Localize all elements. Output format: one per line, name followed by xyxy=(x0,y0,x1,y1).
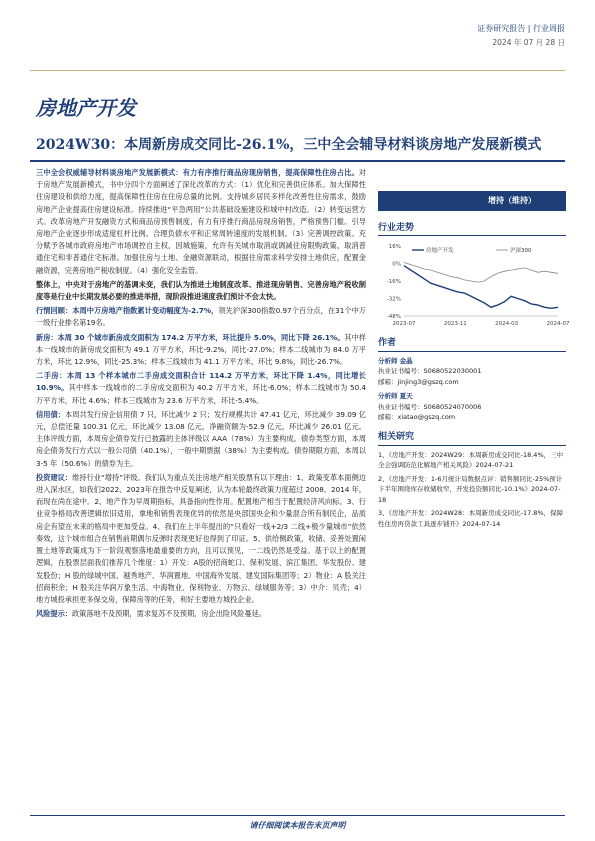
credit-label: 信用债： xyxy=(36,409,65,419)
report-type: 证券研究报告 | 行业周报 xyxy=(477,24,565,33)
footer-divider xyxy=(30,815,565,816)
newhouse-text: 其中样本一线城市的新房成交面积为 49.1 万平方米，环比-9.2%，同比-27.0%；样本二线城市为 84.0 万平方米，环比 12.9%，同比-25.3%；样本三线城市为 41.1 万平方米，环比 9.8%，同比-26.7%。 xyxy=(36,332,366,367)
author-email[interactable]: xiatao@gszq.com xyxy=(397,413,456,421)
cert-label: 执业证书编号： xyxy=(378,367,424,375)
legend-label: 沪深300 xyxy=(510,248,532,254)
series-line-0 xyxy=(404,266,558,309)
paragraph-summary xyxy=(36,279,366,303)
author-role: 分析师 xyxy=(378,356,398,365)
risk-text: 政策落地不及预期，需求复苏不及预期，房企出险风险蔓延。 xyxy=(71,609,267,619)
paragraph-credit xyxy=(36,409,366,470)
x-tick-label: 2024-07 xyxy=(546,321,570,327)
y-tick-label: 16% xyxy=(388,244,401,250)
paragraph-advice xyxy=(36,472,366,606)
related-item[interactable]: 1、《房地产开发：2024W29：本周新房成交同比-18.4%，三中全会强调防范化解地产相关风险》2024-07-21 xyxy=(378,450,564,469)
report-date: 2024 年 07 月 28 日 xyxy=(492,38,565,47)
author-role: 分析师 xyxy=(378,392,398,400)
email-label: 邮箱： xyxy=(378,413,398,421)
y-tick-label: -48% xyxy=(386,314,401,320)
related-section xyxy=(378,432,566,532)
y-tick-label: 0% xyxy=(392,261,401,268)
trend-section xyxy=(378,220,566,236)
author-2 xyxy=(378,391,566,423)
report-header xyxy=(477,22,565,50)
related-item[interactable]: 3、《房地产开发：2024W28：本周新房成交同比-17.8%，保障性住房再贷款工具逐步铺开》2024-07-14 xyxy=(378,509,564,528)
y-tick-label: -16% xyxy=(386,279,401,285)
risk-label: 风险提示： xyxy=(36,609,72,619)
email-label: 邮箱： xyxy=(378,377,398,386)
advice-label: 投资建议： xyxy=(36,472,73,482)
secondhand-label: 二手房： xyxy=(36,371,67,381)
footer-note: 请仔细阅读本报告末页声明 xyxy=(249,821,346,830)
policy-headline: 三中全会权威辅导材料谈房地产发展新模式：有力有序推行商品房现房销售，提高保障性住房占比。 xyxy=(36,168,359,177)
paragraph-market xyxy=(36,305,366,329)
secondhand-text: 其中样本一线城市的二手房成交面积为 40.2 万平方米，环比-6.0%；样本二线城市为 50.4 万平方米，环比 4.6%；样本三线城市为 23.6 万平方米，环比-5.4%。 xyxy=(36,383,367,405)
policy-text: 对于房地产发展新模式，书中分四个方面阐述了深化改革的方式：（1）优化和完善供应体系。加大保障性住房建设和供给力度，提高保障性住房在住房总量的比例。支持城乡居民多样化改善性住房需求，鼓励房地产企业提高住房建设标准。持续推进“平急两用”公共基础设施建设和城中村改造。（2）转变运营方式。改革房地产开发融资方式和商品房预售制度，有力有序推行商品房现房销售，严格预售门槛。引导房地产企业逐步形成适度杠杆比例、合理负债水平和正常周转速度的发展机制。（3）完善调控政策。充分赋予各城市政府房地产市场调控自主权，因城施策，允许有关城市取消或调减住房限购政策、取消普通住宅和非普通住宅标准。加强住房与土地、金融资源联动，根据住房需求科学安排土地供应，配置金融资源，完善房地产税收制度。（4）强化安全监管。 xyxy=(36,168,366,275)
paragraph-policy xyxy=(36,167,366,277)
author-cert: S0680522030001 xyxy=(423,367,482,375)
newhouse-headline: 本周 30 个城市新房成交面积为 174.2 万平方米，环比提升 5.0%，同比下降 26.1%。 xyxy=(57,332,345,342)
paragraph-newhouse xyxy=(36,332,366,369)
cert-label: 执业证书编号： xyxy=(378,402,424,411)
credit-text: 本周共发行房企信用债 7 只，环比减少 2 只；发行规模共计 47.41 亿元，环比减少 39.09 亿元，总偿还量 100.31 亿元，环比减少 13.08 亿元，净融资额为-52.9 亿元，环比减少 26.01 亿元。主体评级方面，本周房企债券发行已披露的主体评级以 AAA（78%）为主要构成。债券类型方面，本周房企债务发行方式以一般公司债（40.1%），一般中期票据（38%）为主要构成。债券期限方面，本周以 3-5 年（50.6%）的债券为主。 xyxy=(36,409,366,468)
secondhand-headline: 本周 13 个样本城市二手房成交面积合计 114.2 万平方米，环比下降 1.4%，同比增长 10.9%。 xyxy=(36,371,366,393)
trend-chart xyxy=(378,240,570,332)
x-tick-label: 2023-11 xyxy=(443,321,467,327)
author-name: 夏天 xyxy=(399,392,413,400)
advice-text: 维持行业“增持”评级。我们认为重点关注房地产相关股票有以下理由：1、政策变革本面侧边进入深水区，如我们2022、2023年在报告中反复阐述，认为本轮最终政策力度超过 2008、2014 年，而现在尚在途中。2、地产作为早周期指标，具备指向性作用。配置地产相当于配置经济风向标。3、行业竞争格局改善逻辑依旧适用，拿地和销售表现优异的依然是央部国央企和少量混合所有制民企，品质房企有望在未来的格局中更加受益。4、我们在上半年提出的“只看好一线+2/3 二线+极少量城市”依然奏效，这个城市组合在销售前期偶尔反弹时表现更好也得到了印证。5、供给侧政策，收储、妥善处置闲置土地等政策成为下一阶段观察落地最重要的方向，且可以预见，一二线仍然是受益。基于以上的配置逻辑，在股票层面我们推荐几个维度：1）开发：A股的招商蛇口、保利发展、滨江集团、华发股份、建发股份；H 股的绿城中国、越秀地产、华润置地、中国海外发展、建发国际集团等；2）物业：A 股关注招商积余；H 股关注华润万象生活、中海物业、保利物业、万物云、绿城服务等；3）中介：贝壳；4）地方城投承担更多保交房，保障房等的任务，利好主要地方城投企业。 xyxy=(36,472,366,604)
newhouse-label: 新房： xyxy=(36,332,58,342)
author-1 xyxy=(378,356,566,388)
x-tick-label: 2024-03 xyxy=(495,321,519,327)
summary-text: 整体上，中央对于房地产的基调未变，我们认为推进土地制度改革、推进现房销售、完善房地产税收制度等是行业中长期发展必要的推进举措，现阶段推进速度我们预计不会太快。 xyxy=(36,279,366,302)
header-divider xyxy=(30,70,565,71)
authors-section xyxy=(378,338,566,423)
legend-label: 房地产开发 xyxy=(426,248,454,254)
main-body xyxy=(36,167,366,622)
related-title: 相关研究 xyxy=(378,432,566,446)
author-cert: S0680524070006 xyxy=(423,402,482,411)
paragraph-secondhand xyxy=(36,370,366,407)
trend-title: 行业走势 xyxy=(378,220,566,236)
market-text: 领先沪深300指数0.97个百分点，在31个中万一级行业排名第19名。 xyxy=(36,306,366,328)
authors-title: 作者 xyxy=(378,338,566,352)
author-email[interactable]: jinjing3@gszq.com xyxy=(397,377,459,386)
related-item[interactable]: 2、《房地产开发：1-6月统计局数据点评：销售额同比-25%预计下半年围绕库存收储收窄，开发投资额同比-10.1%》2024-07-18 xyxy=(378,474,563,504)
paragraph-risk xyxy=(36,608,366,620)
market-label: 行情回顾： xyxy=(36,306,73,316)
report-title: 2024W30：本周新房成交同比-26.1%，三中全会辅导材料谈房地产发展新模式 xyxy=(36,137,542,153)
rating-badge: 增持（维持） xyxy=(378,191,566,211)
industry-name: 房地产开发 xyxy=(36,96,136,120)
x-tick-label: 2023-07 xyxy=(392,321,416,327)
series-line-1 xyxy=(404,262,558,282)
market-headline: 本周中万房地产指数累计变动幅度为-2.7%， xyxy=(72,306,219,316)
title-divider xyxy=(30,160,565,162)
author-name: 金晶 xyxy=(399,356,413,365)
y-tick-label: -32% xyxy=(386,296,401,303)
